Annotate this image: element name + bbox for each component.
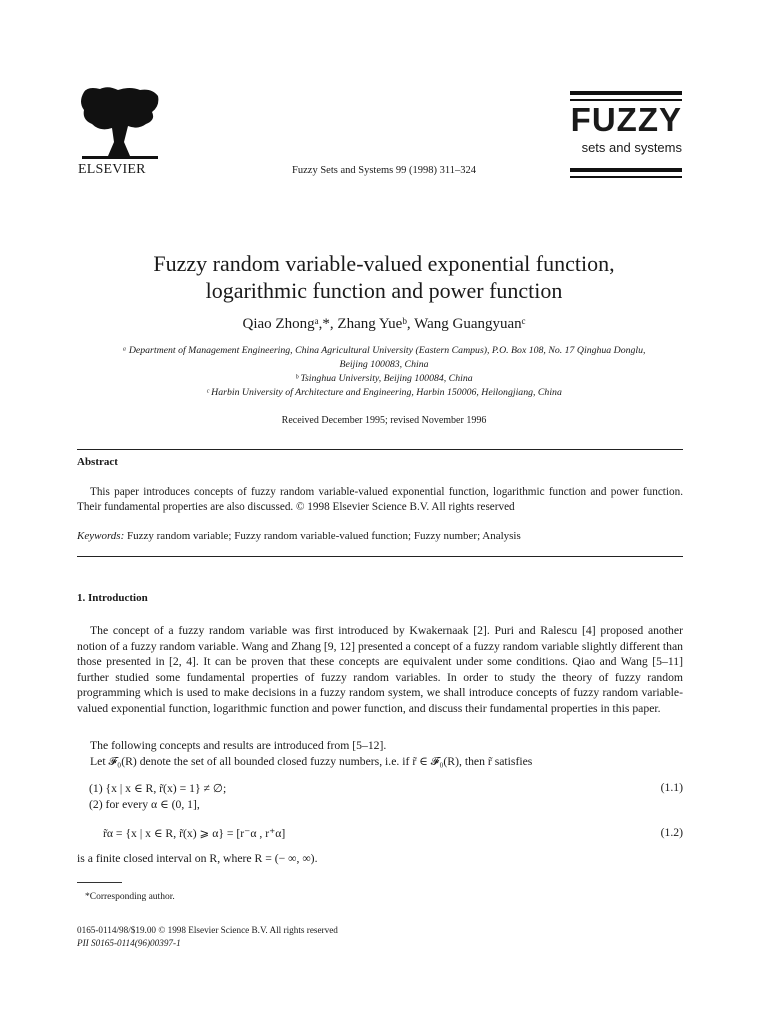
keywords [77, 530, 521, 542]
keywords-label: Keywords: [77, 530, 125, 542]
affiliation: ᵃ Department of Management Engineering, China Agricultural University (Eastern Campus), P.O. Box 108, No. 17 Qinghua Donglu, [122, 345, 646, 356]
received-dates: Received December 1995; revised November 1996 [281, 415, 487, 426]
copyright-block [77, 924, 338, 950]
pii-line: PII S0165-0114(96)00397-1 [77, 938, 181, 948]
abstract-heading: Abstract [77, 456, 118, 468]
abstract-text: This paper introduces concepts of fuzzy random variable-valued exponential function, logarithmic function and power function. Their fundamental properties are also discussed. © 1998 Elsevier Science B.V. All rights reserved [77, 486, 683, 513]
affiliation: ᵇ Tsinghua University, Beijing 100084, China [295, 373, 473, 384]
title-line-2: logarithmic function and power function [205, 278, 563, 303]
equation-number: (1.1) [660, 781, 683, 794]
elsevier-tree-logo [78, 86, 160, 160]
affiliation: ᶜ Harbin University of Architecture and Engineering, Harbin 150006, Heilongjiang, China [206, 387, 562, 398]
equation-number: (1.2) [660, 826, 683, 839]
author-list: Qiao Zhongᵃ,*, Zhang Yueᵇ, Wang Guangyuanᶜ [242, 316, 526, 332]
title-line-1: Fuzzy random variable-valued exponential function, [153, 251, 615, 276]
journal-logo-rule [570, 91, 682, 95]
journal-reference: Fuzzy Sets and Systems 99 (1998) 311–324 [292, 165, 476, 176]
condition-item: (2) for every α ∈ (0, 1], [89, 798, 200, 811]
journal-logo-rule [570, 176, 682, 178]
divider [77, 449, 683, 450]
copyright-line: 0165-0114/98/$19.00 © 1998 Elsevier Science B.V. All rights reserved [77, 925, 338, 935]
footnote: *Corresponding author. [85, 892, 175, 902]
introduction-line: is a finite closed interval on R, where R = (− ∞, ∞). [77, 852, 318, 865]
condition-item: (1) {x | x ∈ R, r̃(x) = 1} ≠ ∅; [89, 782, 227, 795]
affiliation: Beijing 100083, China [339, 359, 429, 370]
introduction-line: The following concepts and results are introduced from [5–12]. [90, 739, 387, 752]
publisher-name: ELSEVIER [78, 162, 146, 177]
divider [77, 556, 683, 557]
paper-title [0, 250, 768, 304]
introduction-line: Let 𝓕₀(R) denote the set of all bounded closed fuzzy numbers, i.e. if r̃ ∈ 𝓕₀(R), then r̃ satisfies [90, 755, 533, 768]
journal-logo-rule [570, 168, 682, 172]
journal-logo-subtitle: sets and systems [581, 140, 682, 155]
journal-logo-word: FUZZY [570, 101, 682, 138]
footnote-rule [77, 882, 122, 883]
keywords-list: Fuzzy random variable; Fuzzy random variable-valued function; Fuzzy number; Analysis [127, 530, 521, 542]
introduction-heading: 1. Introduction [77, 592, 148, 604]
equation: r̃α = {x | x ∈ R, r̃(x) ⩾ α} = [r⁻α , r⁺α] [103, 827, 286, 840]
introduction-paragraph: The concept of a fuzzy random variable was first introduced by Kwakernaak [2]. Puri and Ralescu [4] proposed another notion of a fuzzy random variable. Wang and Zhang [9, 12] presented a concept of a fuzzy random variable slightly different than those presented in [2, 4]. It can be proven that these concepts are equivalent under some conditions. Qiao and Wang [5–11] further studied some fundamental properties of fuzzy random variables. In order to study the theory of fuzzy random programming which is used to make decisions in a fuzzy random system, we shall introduce concepts of fuzzy random variable-valued exponential function, logarithmic function and power function, and discuss their fundamental properties in this paper. [77, 624, 683, 715]
